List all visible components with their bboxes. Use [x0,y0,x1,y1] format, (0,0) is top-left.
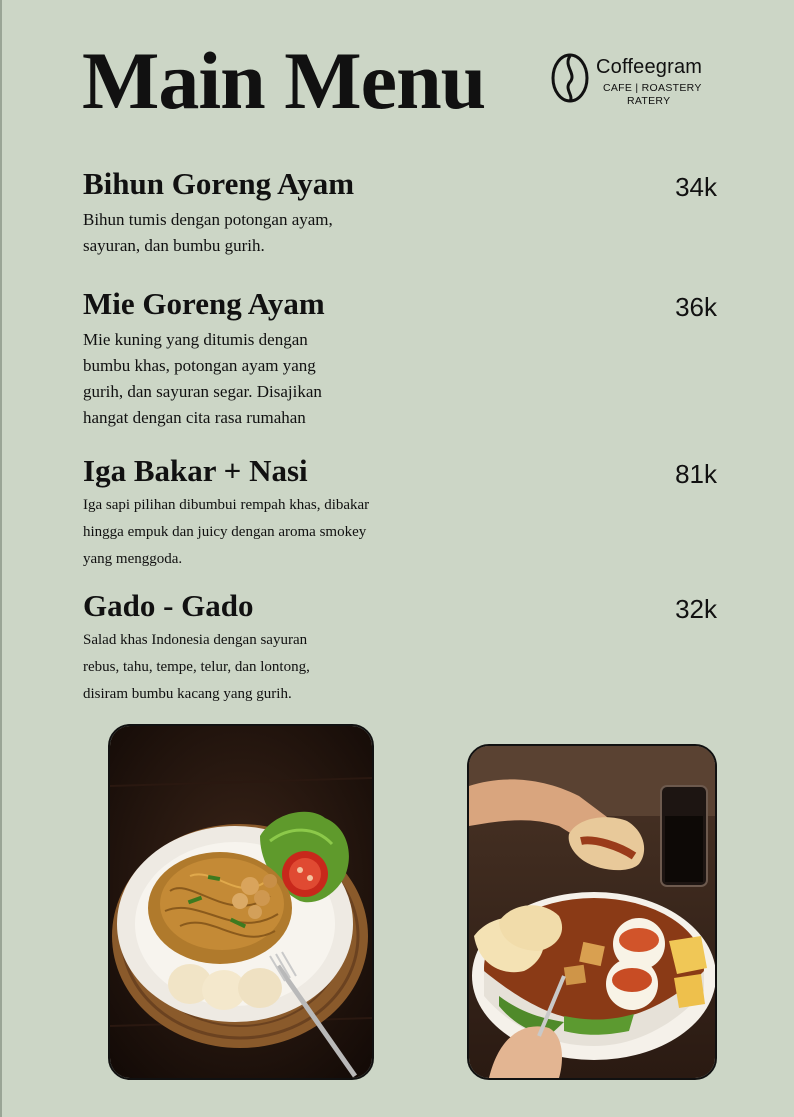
description-line: disiram bumbu kacang yang gurih. [83,686,292,702]
description-line: hingga empuk dan juicy dengan aroma smokey [83,524,367,540]
description-line: Bihun tumis dengan potongan ayam, [83,210,333,229]
menu-item-bihun-goreng-ayam [83,168,723,259]
menu-item-name: Mie Goreng Ayam [83,286,325,321]
gado-gado-bowl-illustration [469,746,715,1078]
menu-item-price: 81k [675,459,717,489]
food-photo-gado-gado [467,744,717,1080]
brand-name: Coffeegram [596,56,703,78]
menu-item-mie-goreng-ayam [83,288,723,431]
food-photo-bihun [108,724,374,1080]
menu-item-description [83,627,723,708]
menu-item-name: Gado - Gado [83,588,254,623]
menu-item-price: 32k [675,594,717,624]
menu-item-iga-bakar-nasi [83,455,723,573]
menu-item-name: Bihun Goreng Ayam [83,166,355,201]
bihun-plate-illustration [110,726,372,1078]
menu-item-description [83,492,723,573]
description-line: Iga sapi pilihan dibumbui rempah khas, dibakar [83,497,370,513]
menu-item-description [83,327,723,431]
menu-item-name: Iga Bakar + Nasi [83,453,308,488]
description-line: rebus, tahu, tempe, telur, dan lontong, [83,659,310,675]
coffee-bean-icon [550,52,592,104]
menu-item-price: 34k [675,172,717,202]
description-line: hangat dengan cita rasa rumahan [83,408,306,427]
menu-item-price: 36k [675,292,717,322]
brand-logo [550,52,730,112]
menu-item-description [83,207,723,259]
page-edge [0,0,2,1117]
description-line: Mie kuning yang ditumis dengan [83,330,308,349]
description-line: bumbu khas, potongan ayam yang [83,356,316,375]
brand-tagline-line1: CAFE | ROASTERY [603,82,702,94]
page-title: Main Menu [82,35,486,126]
description-line: gurih, dan sayuran segar. Disajikan [83,382,322,401]
description-line: Salad khas Indonesia dengan sayuran [83,632,308,648]
description-line: yang menggoda. [83,551,183,567]
brand-tagline-line2: RATERY [627,95,671,107]
description-line: sayuran, dan bumbu gurih. [83,236,265,255]
menu-item-gado-gado [83,590,723,708]
